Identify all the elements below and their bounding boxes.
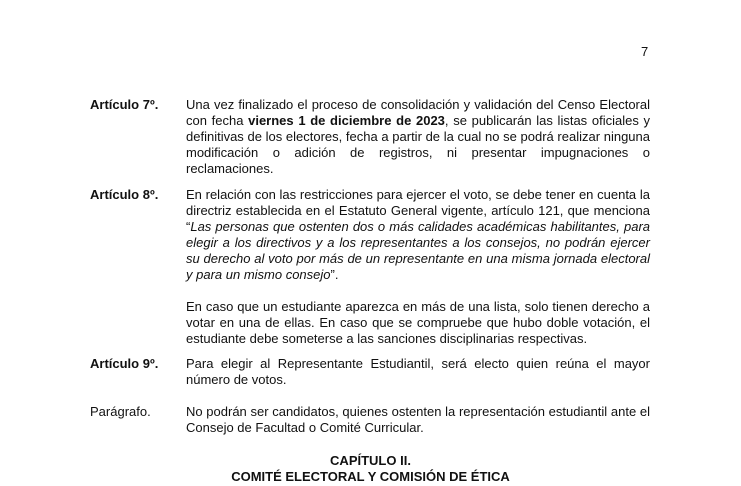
paragraph-text: En relación con las restricciones para ejercer el voto, se debe tener en cuenta la directriz establecida en el Estatuto General vigente, artículo 121, que menciona “ bbox=[186, 187, 650, 234]
paragraph bbox=[186, 97, 650, 177]
page-number: 7 bbox=[641, 44, 649, 59]
paragrafo bbox=[90, 404, 650, 436]
article-label: Parágrafo. bbox=[90, 404, 151, 419]
chapter-number: CAPÍTULO II. bbox=[330, 453, 411, 468]
chapter-title: COMITÉ ELECTORAL Y COMISIÓN DE ÉTICA bbox=[231, 469, 510, 484]
article-label: Artículo 8º. bbox=[90, 187, 159, 202]
paragraph: Para elegir al Representante Estudiantil, será electo quien reúna el mayor número de votos. bbox=[186, 356, 650, 387]
article-9 bbox=[90, 356, 650, 388]
statute-quote: Las personas que ostenten dos o más calidades académicas habilitantes, para elegir a los directivos y a los representantes a los consejos, no podrán ejercer su derecho al voto por más de un representante en una misma jornada electoral y para un mismo consejo bbox=[186, 219, 650, 282]
article-label: Artículo 7º. bbox=[90, 97, 159, 112]
paragraph-text: ”. bbox=[330, 267, 339, 282]
date-highlight: viernes 1 de diciembre de 2023 bbox=[248, 113, 445, 128]
article-text bbox=[186, 356, 650, 388]
article-text bbox=[186, 97, 650, 177]
article-label: Artículo 9º. bbox=[90, 356, 159, 371]
article-8 bbox=[90, 187, 650, 347]
article-text bbox=[186, 187, 650, 347]
paragraph: En caso que un estudiante aparezca en más de una lista, solo tienen derecho a votar en una de ellas. En caso que se compruebe que hubo doble votación, el estudiante debe someterse a las sanciones disciplinarias respectivas. bbox=[186, 299, 650, 346]
paragraph bbox=[186, 187, 650, 283]
paragraph-text: , se publicarán las listas oficiales y definitivas de los electores, fecha a partir de la cual no se podrá realizar ninguna modificación o adición de registros, ni presentar impugnaciones o reclamaciones. bbox=[186, 113, 650, 176]
paragraph-text: Una vez finalizado el proceso de consolidación y validación del Censo Electoral con fecha bbox=[186, 97, 650, 128]
article-7 bbox=[90, 97, 650, 177]
paragraph: No podrán ser candidatos, quienes ostenten la representación estudiantil ante el Consejo de Facultad o Comité Curricular. bbox=[186, 404, 650, 435]
article-text bbox=[186, 404, 650, 436]
